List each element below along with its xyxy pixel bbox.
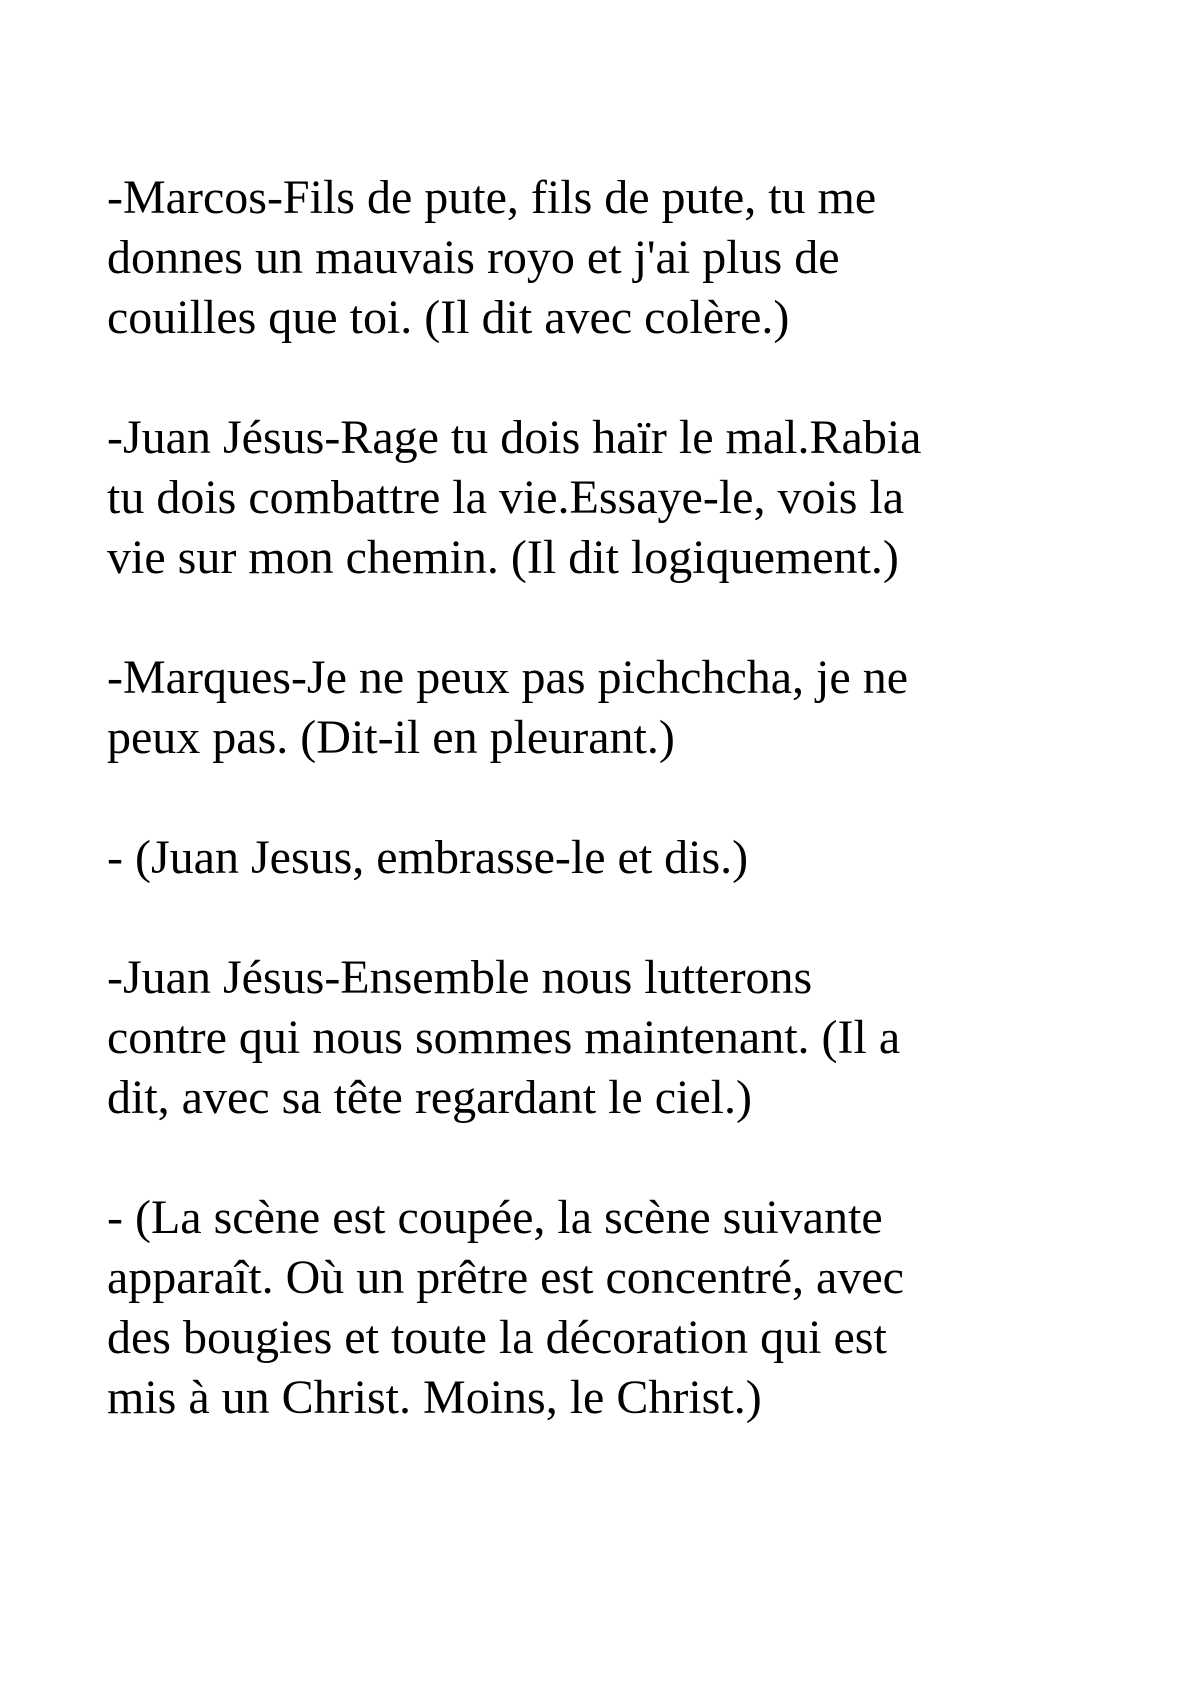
document-page <box>107 168 921 1488</box>
text-line: -Juan Jésus-Ensemble nous lutterons <box>107 951 813 1004</box>
text-line: -Juan Jésus-Rage tu dois haïr le mal.Rabia <box>107 411 922 464</box>
stage-direction-paragraph <box>107 1188 921 1428</box>
text-line: -Marques-Je ne peux pas pichchcha, je ne <box>107 651 908 704</box>
dialogue-paragraph <box>107 168 921 348</box>
text-line: contre qui nous sommes maintenant. (Il a <box>107 1011 901 1064</box>
stage-direction-paragraph <box>107 828 921 888</box>
text-line: dit, avec sa tête regardant le ciel.) <box>107 1071 752 1124</box>
text-line: peux pas. (Dit-il en pleurant.) <box>107 711 675 764</box>
text-line: apparaît. Où un prêtre est concentré, avec <box>107 1251 904 1304</box>
text-line: - (Juan Jesus, embrasse-le et dis.) <box>107 831 749 884</box>
dialogue-paragraph <box>107 408 921 588</box>
text-line: mis à un Christ. Moins, le Christ.) <box>107 1371 762 1424</box>
text-line: des bougies et toute la décoration qui est <box>107 1311 887 1364</box>
dialogue-paragraph <box>107 648 921 768</box>
text-line: - (La scène est coupée, la scène suivante <box>107 1191 883 1244</box>
dialogue-paragraph <box>107 948 921 1128</box>
text-line: couilles que toi. (Il dit avec colère.) <box>107 291 790 344</box>
text-line: donnes un mauvais royo et j'ai plus de <box>107 231 840 284</box>
text-line: vie sur mon chemin. (Il dit logiquement.) <box>107 531 899 584</box>
text-line: -Marcos-Fils de pute, fils de pute, tu me <box>107 171 877 224</box>
text-line: tu dois combattre la vie.Essaye-le, vois la <box>107 471 905 524</box>
